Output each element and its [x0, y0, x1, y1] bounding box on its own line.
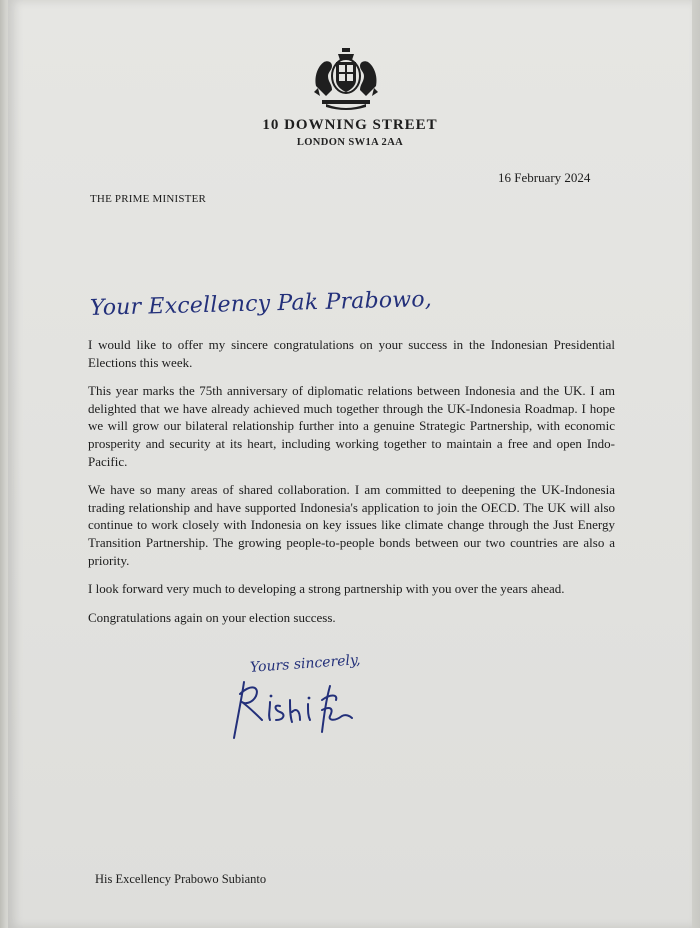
- handwritten-closing: Yours sincerely,: [249, 652, 361, 676]
- letterhead-city: LONDON SW1A 2AA: [296, 137, 404, 148]
- body-paragraph: I look forward very much to developing a strong partnership with you over the years ahead.: [88, 581, 565, 597]
- handwritten-signature: [226, 676, 366, 742]
- royal-coat-of-arms-icon: [308, 46, 384, 112]
- letter-body: [88, 336, 615, 637]
- sender-office: THE PRIME MINISTER: [90, 193, 207, 205]
- body-paragraph: I would like to offer my sincere congratulations on your success in the Indonesian Presidential Elections this week.: [88, 337, 615, 370]
- letterhead-address: 10 DOWNING STREET: [262, 117, 438, 133]
- body-paragraph: This year marks the 75th anniversary of diplomatic relations between Indonesia and the UK. I am delighted that we have already achieved much together through the UK-Indonesia Roadmap. I hope we will grow our bilateral relationship further into a genuine Strategic Partnership, with economic prosperity and security at its heart, including working together to maintain a free and open Indo-Pacific.: [88, 383, 615, 469]
- body-paragraph: We have so many areas of shared collaboration. I am committed to deepening the UK-Indonesia trading relationship and have supported Indonesia's application to join the OECD. The UK will also continue to work closely with Indonesia on key issues like climate change through the Just Energy Transition Partnership. The growing people-to-people bonds between our two countries are also a priority.: [88, 482, 615, 568]
- handwritten-salutation: Your Excellency Pak Prabowo,: [89, 287, 433, 321]
- letter-date: 16 February 2024: [498, 170, 591, 185]
- recipient-name: His Excellency Prabowo Subianto: [95, 872, 267, 886]
- body-paragraph: Congratulations again on your election success.: [88, 609, 336, 625]
